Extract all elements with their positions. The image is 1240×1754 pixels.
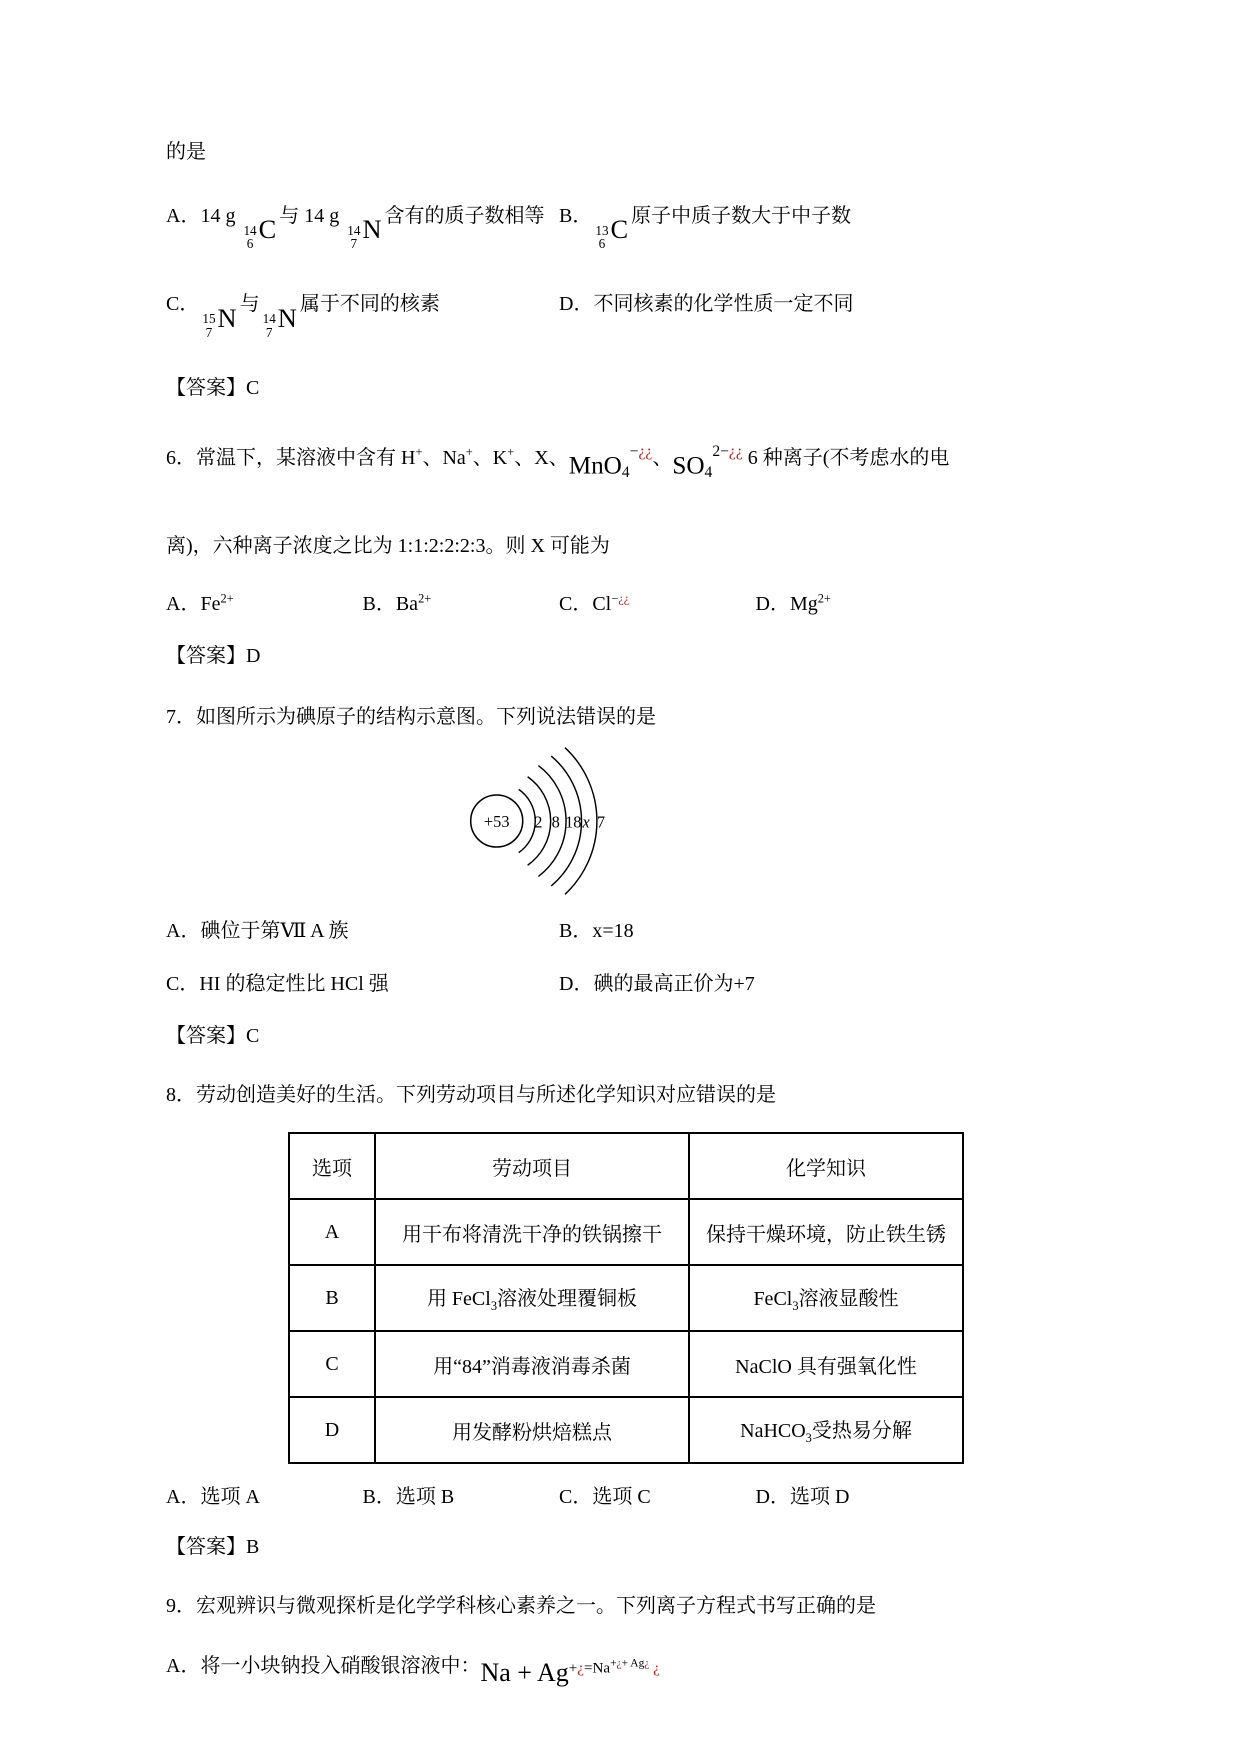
q8-table bbox=[288, 1132, 964, 1464]
q9-option-a-label: A．将一小块钠投入硝酸银溶液中： bbox=[166, 1655, 481, 1678]
q8-table-row-b bbox=[289, 1265, 963, 1331]
q8-option-d: D．选项 D bbox=[755, 1486, 850, 1509]
answer-prefix: 【答案】 bbox=[166, 1025, 246, 1048]
q8-row-c-project: 用“84”消毒液消毒杀菌 bbox=[375, 1331, 689, 1397]
q8-row-b-knowledge: FeCl$_3$溶液显酸性 bbox=[689, 1265, 963, 1331]
q8-header-knowledge: 化学知识 bbox=[689, 1133, 963, 1199]
atom-structure-svg bbox=[462, 742, 674, 900]
q8-row-d-project: 用发酵粉烘焙糕点 bbox=[375, 1397, 689, 1463]
answer-prefix: 【答案】 bbox=[166, 1536, 246, 1559]
answer-q5 bbox=[166, 374, 1080, 403]
q5-option-d: D．不同核素的化学性质一定不同 bbox=[559, 293, 854, 316]
q8-row-d-key: D bbox=[289, 1397, 375, 1463]
q5-option-c: C． 15 7 N 与 14 7 N 属于不同的核素 bbox=[166, 293, 440, 340]
shell-label-x: x bbox=[582, 813, 590, 833]
answer-prefix: 【答案】 bbox=[166, 645, 246, 668]
q8-row-b-project: 用 FeCl$_3$溶液处理覆铜板 bbox=[375, 1265, 689, 1331]
q6-stem-line-1: 6．常温下，某溶液中含有 H+、Na+、K+、X、MnO$_4$−¿¿、$SO_4^{2-¿¿}$ 6 种离子(不考虑水的电 bbox=[166, 442, 950, 481]
q5-options-row-2 bbox=[166, 287, 1080, 339]
answer-q8 bbox=[166, 1533, 1080, 1562]
q8-row-d-knowledge: NaHCO$_3$受热易分解 bbox=[689, 1397, 963, 1463]
q8-row-c-key: C bbox=[289, 1331, 375, 1397]
q7-option-a: A．碘位于第Ⅶ A 族 bbox=[166, 920, 349, 943]
q9-stem: 9．宏观辨识与微观探析是化学学科核心素养之一。下列离子方程式书写正确的是 bbox=[166, 1595, 876, 1618]
answer-value: C bbox=[246, 1025, 260, 1048]
q8-row-a-key: A bbox=[289, 1199, 375, 1265]
shell-label-1: 2 bbox=[534, 813, 543, 833]
shell-label-5: 7 bbox=[596, 813, 606, 833]
q8-table-header-row bbox=[289, 1133, 963, 1199]
q8-row-a-knowledge: 保持干燥环境，防止铁生锈 bbox=[689, 1199, 963, 1265]
q7-stem: 7．如图所示为碘原子的结构示意图。下列说法错误的是 bbox=[166, 706, 656, 729]
q6-option-a: A．$Fe^{2+}$ bbox=[166, 591, 234, 616]
q7-option-d: D．碘的最高正价为+7 bbox=[559, 973, 755, 996]
q7-option-b: B．x=18 bbox=[559, 920, 634, 943]
q8-option-b: B．选项 B bbox=[362, 1486, 455, 1509]
q7-options-row-2 bbox=[166, 967, 1080, 996]
q8-options-row bbox=[166, 1480, 1080, 1509]
q8-row-b-key: B bbox=[289, 1265, 375, 1331]
q8-option-a: A．选项 A bbox=[166, 1486, 260, 1509]
q6-stem-line-2: 离)，六种离子浓度之比为 1:1:2:2:2:3。则 X 可能为 bbox=[166, 535, 610, 558]
q8-table-row-a bbox=[289, 1199, 963, 1265]
iodine-atom-diagram bbox=[462, 742, 1080, 900]
answer-q6 bbox=[166, 642, 1080, 671]
answer-value: D bbox=[246, 645, 261, 668]
q7-options-row-1 bbox=[166, 914, 1080, 943]
q8-table-row-d bbox=[289, 1397, 963, 1463]
nucleus-label: +53 bbox=[483, 812, 510, 832]
q8-option-c: C．选项 C bbox=[559, 1486, 651, 1509]
shell-label-3: 18 bbox=[565, 813, 582, 833]
answer-value: B bbox=[246, 1536, 260, 1559]
answer-prefix: 【答案】 bbox=[166, 376, 246, 399]
answer-value: C bbox=[246, 376, 260, 399]
q6-option-c: C．Cl−¿¿ bbox=[559, 591, 630, 616]
q8-header-project: 劳动项目 bbox=[375, 1133, 689, 1199]
q5-option-a: A．14 g 14 6 C 与 14 g 14 7 N 含有的质子数相等 bbox=[166, 205, 545, 252]
answer-q7 bbox=[166, 1022, 1080, 1051]
q6-options-row bbox=[166, 587, 1080, 616]
shell-label-2: 8 bbox=[551, 813, 560, 833]
electron-shell-arc-1 bbox=[519, 790, 535, 853]
q5-options-row-1 bbox=[166, 199, 1080, 251]
q5-option-b: B． 13 6 C 原子中质子数大于中子数 bbox=[559, 205, 852, 252]
q6-option-b: B．$Ba^{2+}$ bbox=[362, 591, 432, 616]
q7-option-c: C．HI 的稳定性比 HCl 强 bbox=[166, 973, 389, 996]
q8-row-c-knowledge: NaClO 具有强氧化性 bbox=[689, 1331, 963, 1397]
q6-option-d: D．$Mg^{2+}$ bbox=[755, 591, 831, 616]
q5-continuation: 的是 bbox=[166, 141, 206, 163]
q8-header-option: 选项 bbox=[289, 1133, 375, 1199]
q8-row-a-project: 用干布将清洗干净的铁锅擦干 bbox=[375, 1199, 689, 1265]
q8-stem: 8．劳动创造美好的生活。下列劳动项目与所述化学知识对应错误的是 bbox=[166, 1084, 776, 1107]
q9-option-a-equation: $Na + Ag^{+¿=Na+¿+ Ag¿}$ ¿ bbox=[480, 1658, 660, 1688]
q9-option-a bbox=[166, 1645, 1080, 1688]
q8-table-row-c bbox=[289, 1331, 963, 1397]
